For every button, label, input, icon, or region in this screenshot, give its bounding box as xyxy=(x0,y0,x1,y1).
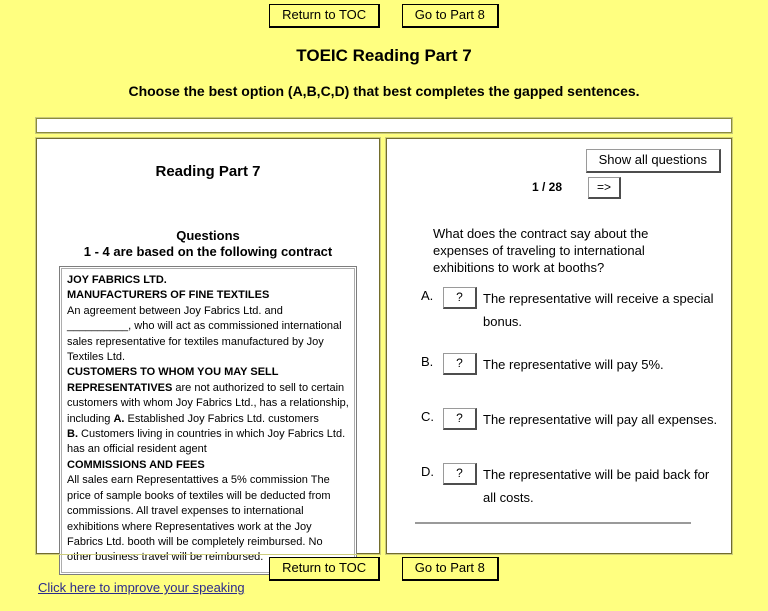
next-question-button[interactable]: => xyxy=(588,177,621,199)
option-d-letter: D. xyxy=(421,464,434,479)
question-counter: 1 / 28 xyxy=(532,180,563,194)
contract-company-name: JOY FABRICS LTD. xyxy=(67,274,167,286)
show-all-questions-button[interactable]: Show all questions xyxy=(586,149,721,173)
option-b-text: The representative will pay 5%. xyxy=(483,357,664,372)
contract-section1-heading: CUSTOMERS TO WHOM YOU MAY SELL xyxy=(67,366,279,379)
top-status-strip xyxy=(36,118,732,133)
reading-passage-panel xyxy=(36,138,380,564)
contract-item-b-label: B. xyxy=(67,428,78,441)
bottom-navigation-bar xyxy=(0,557,768,581)
answer-option-a xyxy=(421,287,721,333)
return-to-toc-button-top[interactable]: Return to TOC xyxy=(269,4,380,28)
answer-option-b xyxy=(421,353,721,388)
option-b-button-wrap xyxy=(443,353,477,375)
option-d-text: The representative will be paid back for all costs. xyxy=(483,467,710,505)
horizontal-divider xyxy=(415,522,691,524)
contract-tagline: MANUFACTURERS OF FINE TEXTILES xyxy=(67,289,270,302)
contract-item-a-text: Established Joy Fabrics Ltd. customers xyxy=(124,412,319,425)
contract-section1-lead: REPRESENTATIVES xyxy=(67,381,173,394)
option-d-button-wrap xyxy=(443,463,477,485)
next-question-wrap xyxy=(588,177,621,199)
contract-item-b-text: Customers living in countries in which Joy Fabrics Ltd. has an official resident agent xyxy=(67,428,346,456)
answer-option-c xyxy=(421,408,721,443)
questions-heading-block xyxy=(37,228,379,260)
contract-text-box[interactable] xyxy=(59,266,357,575)
go-to-part-8-button-top[interactable]: Go to Part 8 xyxy=(402,4,499,28)
option-c-answer-button[interactable]: ? xyxy=(443,408,477,430)
questions-subheading: 1 - 4 are based on the following contract xyxy=(83,244,333,259)
question-prompt: What does the contract say about the expenses of traveling to international exhibitions to work at booths? xyxy=(433,226,649,275)
option-c-letter: C. xyxy=(421,409,434,424)
option-b-answer-button[interactable]: ? xyxy=(443,353,477,375)
question-panel xyxy=(386,138,732,554)
page-subtitle: Choose the best option (A,B,C,D) that best completes the gapped sentences. xyxy=(128,83,640,99)
answer-options-list xyxy=(421,287,721,529)
option-a-letter: A. xyxy=(421,288,434,303)
option-a-button-wrap xyxy=(443,287,477,309)
option-a-answer-button[interactable]: ? xyxy=(443,287,477,309)
contract-item-b-paragraph xyxy=(67,427,349,458)
top-navigation-bar xyxy=(0,4,768,28)
go-to-part-8-button-bottom[interactable]: Go to Part 8 xyxy=(402,557,499,581)
panels-container xyxy=(36,138,732,564)
option-a-text: The representative will receive a special bonus. xyxy=(483,291,714,329)
option-c-button-wrap xyxy=(443,408,477,430)
page-title: TOEIC Reading Part 7 xyxy=(296,46,472,65)
answer-option-d xyxy=(421,463,721,509)
reading-part-title: Reading Part 7 xyxy=(155,163,261,180)
contract-section1-body: are not authorized to sell to certain customers with whom Joy Fabrics Ltd., has a relationship, including xyxy=(67,381,349,425)
option-d-answer-button[interactable]: ? xyxy=(443,463,477,485)
contract-intro-paragraph: An agreement between Joy Fabrics Ltd. and __________, who will act as commissioned international sales representative for textiles manufactured by Joy Textiles Ltd. xyxy=(67,304,342,364)
contract-section2-paragraph: All sales earn Representattives a 5% commission The price of sample books of textiles will be deducted from commissions. All travel expenses to international exhibitions where Representatives work at the Joy Fabrics Ltd. booth will be completely reimbursed. No other business travel will be reimbursed. xyxy=(67,474,331,564)
option-c-text: The representative will pay all expenses. xyxy=(483,412,718,427)
questions-heading: Questions xyxy=(176,228,240,243)
contract-text-inner xyxy=(61,268,355,573)
improve-speaking-link[interactable]: Click here to improve your speaking xyxy=(38,580,245,595)
contract-section1-paragraph xyxy=(67,381,349,427)
contract-item-a-label: A. xyxy=(113,412,125,425)
contract-section2-heading: COMMISSIONS AND FEES xyxy=(67,458,205,471)
show-all-questions-wrap xyxy=(586,149,721,173)
return-to-toc-button-bottom[interactable]: Return to TOC xyxy=(269,557,380,581)
question-panel-inner xyxy=(387,139,731,553)
option-b-letter: B. xyxy=(421,354,434,369)
